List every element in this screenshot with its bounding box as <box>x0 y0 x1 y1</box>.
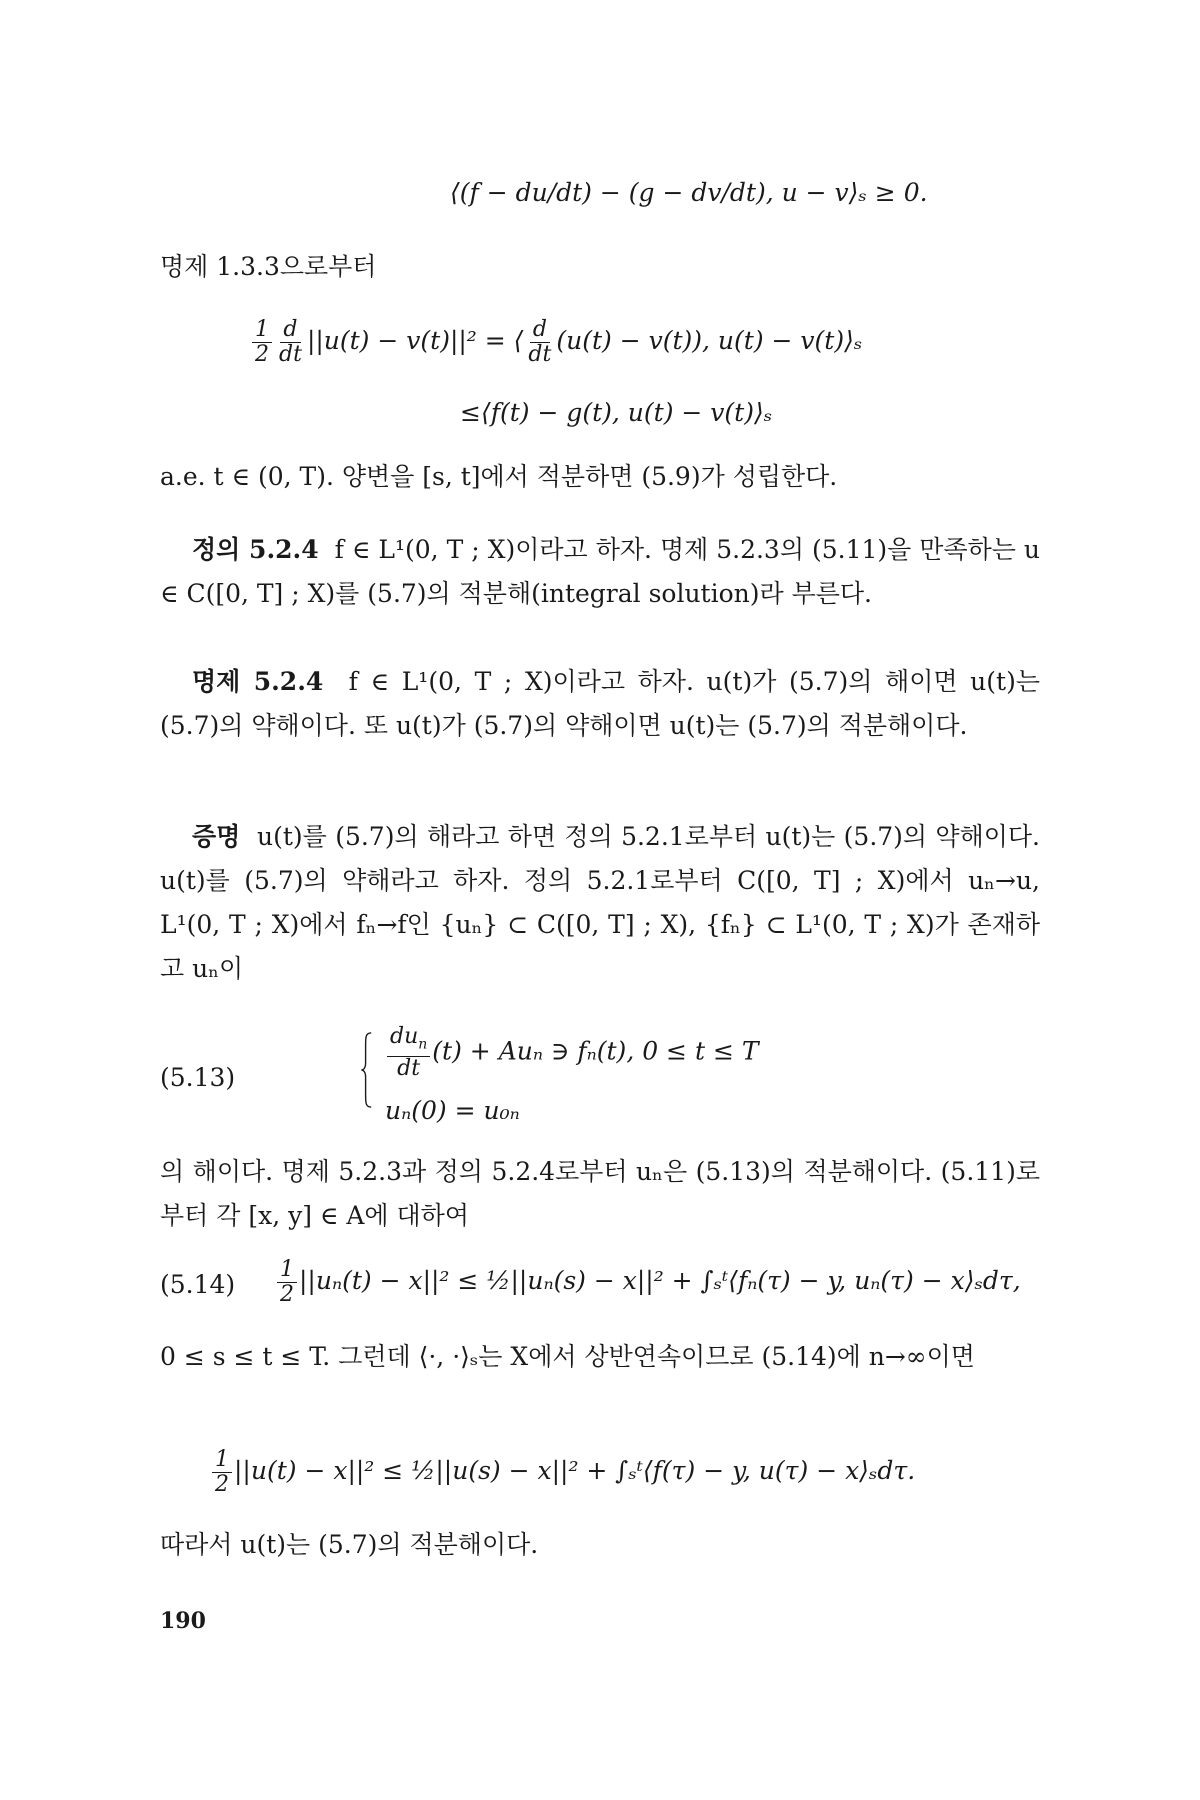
equation-5-13-line1 <box>385 1025 759 1081</box>
paragraph-ref-1-3-3: 명제 1.3.3으로부터 <box>160 252 377 281</box>
equation-5-13-label: (5.13) <box>160 1063 236 1092</box>
norm-rhs: (u(t) − v(t)), u(t) − v(t)⟩ₛ <box>556 326 863 355</box>
definition-label: 정의 5.2.4 <box>192 535 319 564</box>
fraction-one-half-2: $\frac{1}{2}$ <box>277 1258 297 1307</box>
paragraph-integral-solution: 의 해이다. 명제 5.2.3과 정의 5.2.4로부터 uₙ은 (5.13)의 적분해이다. (5.11)로부터 각 [x, y] ∈ A에 대하여 <box>160 1157 1040 1230</box>
proposition-text: f ∈ L¹(0, T ; X)이라고 하자. u(t)가 (5.7)의 해이면 u(t)는 (5.7)의 약해이다. 또 u(t)가 (5.7)의 약해이면 u(t)는 (5.7)의 적분해이다. <box>160 667 1040 740</box>
fraction-one-half-3: $\frac{1}{2}$ <box>212 1448 232 1497</box>
equation-5-14 <box>275 1258 1021 1307</box>
definition-text: f ∈ L¹(0, T ; X)이라고 하자. 명제 5.2.3의 (5.11)을 만족하는 u ∈ C([0, T] ; X)를 (5.7)의 적분해(integral solution)라 부른다. <box>160 535 1040 608</box>
definition-5-2-4 <box>160 528 1040 616</box>
left-brace-icon <box>360 1020 380 1130</box>
proposition-5-2-4 <box>160 660 1040 748</box>
equation-norm-line2: ≤⟨f(t) − g(t), u(t) − v(t)⟩ₛ <box>460 398 773 427</box>
paragraph-conclusion: 따라서 u(t)는 (5.7)의 적분해이다. <box>160 1530 539 1559</box>
proof <box>160 815 1040 991</box>
proposition-label: 명제 5.2.4 <box>192 667 324 696</box>
book-page <box>160 0 1040 1800</box>
paragraph-ae: a.e. t ∈ (0, T). 양변을 [s, t]에서 적분하면 (5.9)가 성립한다. <box>160 462 838 491</box>
fraction-one-half: $\frac{1}{2}$ <box>252 318 272 367</box>
equation-norm-line1 <box>250 318 862 367</box>
proof-label: 증명 <box>192 822 241 851</box>
fraction-d-dt: $\frac{d}{dt}$ <box>279 317 302 367</box>
paragraph-limit: 0 ≤ s ≤ t ≤ T. 그런데 ⟨·, ·⟩ₛ는 X에서 상반연속이므로 (5.14)에 n→∞이면 <box>160 1342 975 1371</box>
proof-text: u(t)를 (5.7)의 해라고 하면 정의 5.2.1로부터 u(t)는 (5.7)의 약해이다. u(t)를 (5.7)의 약해라고 하자. 정의 5.2.1로부터 C([0, T] ; X)에서 uₙ→u, L¹(0, T ; X)에서 fₙ→f인 {uₙ} ⊂ C([0, T] ; X), {fₙ} ⊂ L¹(0, T ; X)가 존재하고 uₙ이 <box>160 822 1040 983</box>
equation-5-13-line2: uₙ(0) = u₀ₙ <box>385 1096 520 1125</box>
equation-final <box>210 1448 915 1497</box>
equation-5-13-line1-rest: (t) + Auₙ ∋ fₙ(t), 0 ≤ t ≤ T <box>432 1036 759 1066</box>
page-number: 190 <box>160 1608 206 1634</box>
equation-5-14-label: (5.14) <box>160 1270 236 1299</box>
equation-5-14-body: ||uₙ(t) − x||² ≤ ½||uₙ(s) − x||² + ∫ₛᵗ⟨fₙ(τ) − y, uₙ(τ) − x⟩ₛdτ, <box>299 1266 1021 1295</box>
fraction-dun-dt: $\frac{du_n}{dt}$ <box>387 1025 430 1081</box>
norm-lhs: ||u(t) − v(t)||² = ⟨ <box>306 326 524 355</box>
fraction-d-dt-2: $\frac{d}{dt}$ <box>528 317 552 367</box>
equation-final-body: ||u(t) − x||² ≤ ½||u(s) − x||² + ∫ₛᵗ⟨f(τ) − y, u(τ) − x⟩ₛdτ. <box>234 1456 916 1485</box>
equation-top: ⟨(f − du/dt) − (g − dv/dt), u − v⟩ₛ ≥ 0. <box>450 178 928 207</box>
